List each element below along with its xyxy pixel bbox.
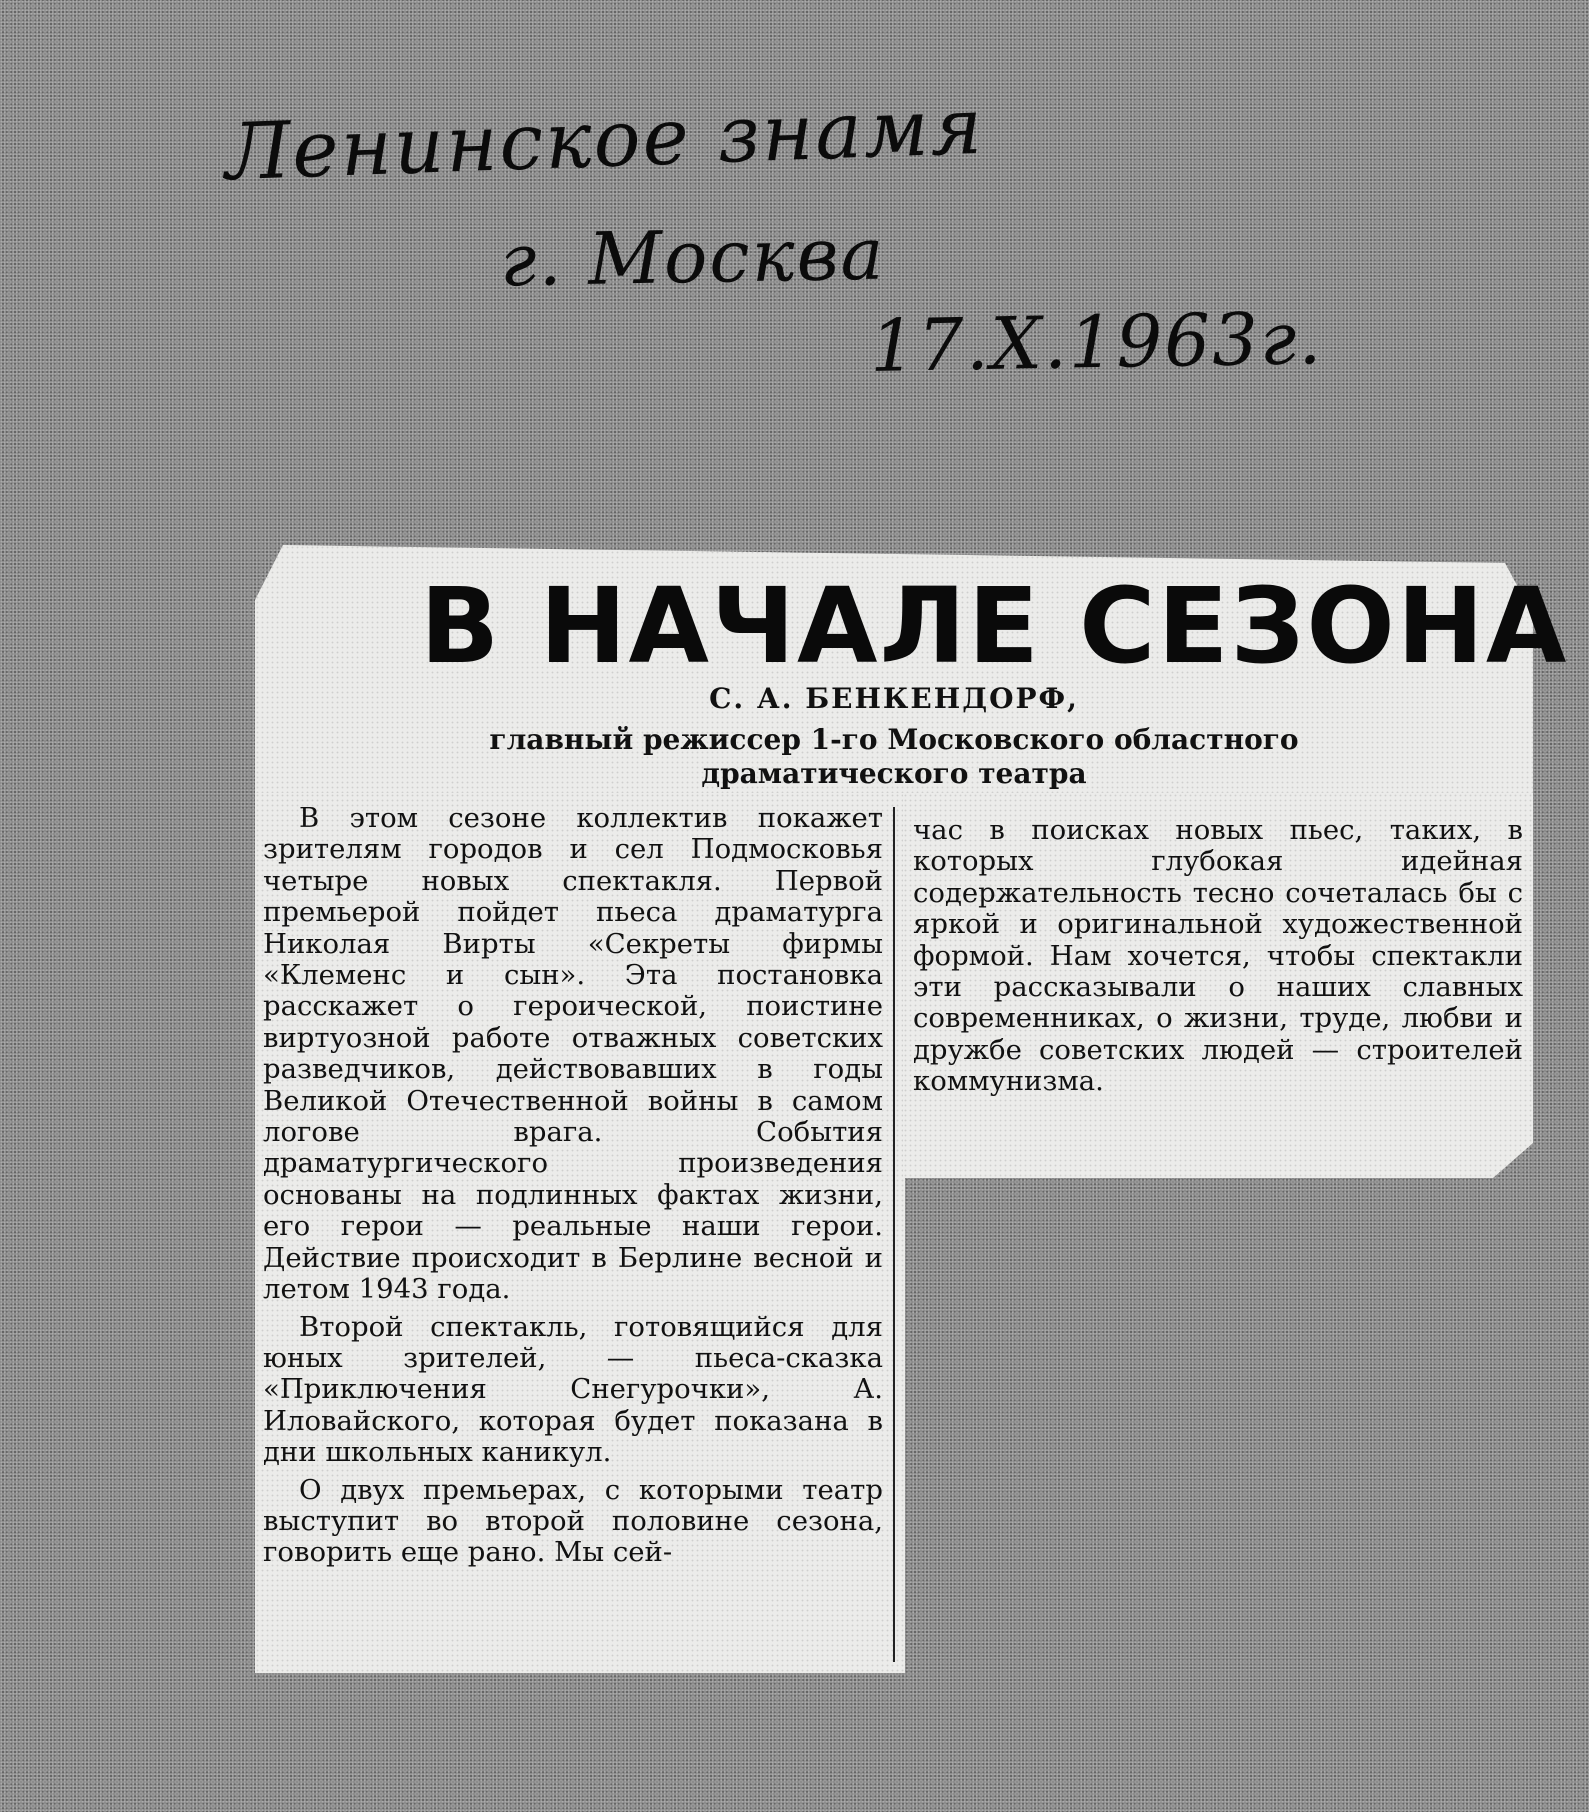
article-left-column <box>263 803 883 1575</box>
author-role-line-2: драматического театра <box>701 757 1087 790</box>
article-paragraph: час в поисках новых пьес, таких, в которых глубокая идейная содержательность тесно сочеталась бы с яркой и оригинальной художественной формой. Нам хочется, чтобы спектакли эти рассказывали о наших славных современниках, о жизни, труде, любви и дружбе советских людей — строителей коммунизма. <box>913 814 1523 1098</box>
article-right-column <box>913 815 1523 1104</box>
newspaper-clipping <box>255 545 1569 1675</box>
article-paragraph: Второй спектакль, готовящийся для юных зрителей, — пьеса-сказка «Приключения Снегурочки», А. Иловайского, которая будет показана в дни школьных каникул. <box>263 1310 883 1469</box>
author-role-line-1: главный режиссер 1-го Московского областного <box>489 723 1299 756</box>
article-headline: В НАЧАЛЕ СЕЗОНА <box>420 565 1569 687</box>
handwritten-city: г. Москва <box>499 211 887 303</box>
column-divider <box>893 807 895 1662</box>
handwritten-date: 17.X.1963г. <box>869 296 1324 388</box>
handwritten-newspaper-name: Ленинское знамя <box>223 81 986 199</box>
article-paragraph: В этом сезоне коллектив покажет зрителям городов и сел Подмосковья четыре новых спектакля. Первой премьерой пойдет пьеса драматурга Николая Вирты «Секреты фирмы «Клеменс и сын». Эта постановка расскажет о героической, поистине виртуозной работе отважных советских разведчиков, действовавших в годы Великой Отечественной войны в самом логове врага. События драматургического произведения основаны на подлинных фактах жизни, его герои — реальные наши герои. Действие происходит в Берлине весной и летом 1943 года. <box>263 802 883 1306</box>
author-name: С. А. БЕНКЕНДОРФ, <box>709 682 1079 715</box>
article-paragraph: О двух премьерах, с которыми театр выступит во второй половине сезона, говорить еще рано. Мы сей- <box>263 1473 883 1569</box>
